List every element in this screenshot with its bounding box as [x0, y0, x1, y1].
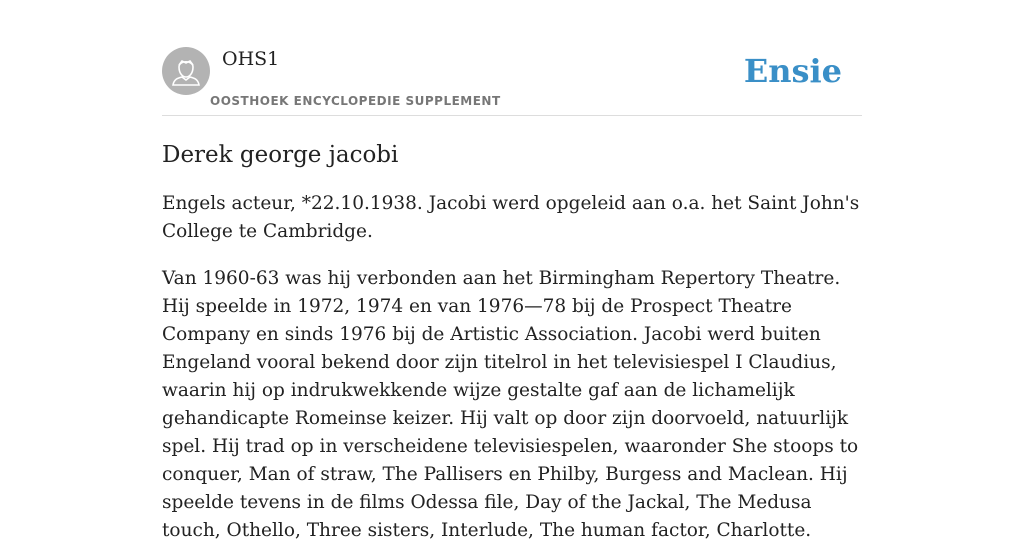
article-title: Derek george jacobi	[162, 142, 399, 168]
source-label[interactable]: OOSTHOEK ENCYCLOPEDIE SUPPLEMENT	[210, 94, 501, 108]
author-name[interactable]: OHS1	[222, 48, 280, 70]
page-header	[162, 47, 862, 116]
brand-logo[interactable]: Ensie	[743, 52, 842, 90]
user-icon	[162, 47, 210, 95]
article-body	[162, 190, 862, 545]
page	[162, 0, 862, 545]
article-paragraph: Engels acteur, *22.10.1938. Jacobi werd opgeleid aan o.a. het Saint John's College te Cambridge.	[162, 193, 860, 242]
avatar[interactable]	[162, 47, 210, 95]
article-paragraph: Van 1960-63 was hij verbonden aan het Birmingham Repertory Theatre. Hij speelde in 1972, 1974 en van 1976—78 bij de Prospect Theatre Company en sinds 1976 bij de Artistic Association. Jacobi werd buiten Engeland vooral bekend door zijn titelrol in het televisiespel I Claudius, waarin hij op indrukwekkende wijze gestalte gaf aan de lichamelijk gehandicapte Romeinse keizer. Hij valt op door zijn doorvoeld, natuurlijk spel. Hij trad op in verscheidene televisiespelen, waaronder She stoops to conquer, Man of straw, The Pallisers en Philby, Burgess and Maclean. Hij speelde tevens in de films Odessa file, Day of the Jackal, The Medusa touch, Othello, Three sisters, Interlude, The human factor, Charlotte.	[162, 268, 859, 541]
